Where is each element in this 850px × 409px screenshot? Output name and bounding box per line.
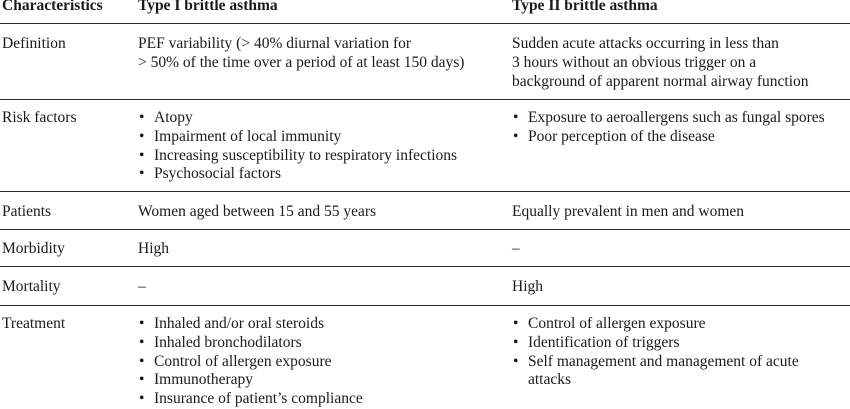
definition-type-1-text: PEF variability (> 40% diurnal variation for > 50% of the time over a period of at least 150 days) — [138, 35, 465, 71]
list-item: • Control of allergen exposure — [138, 353, 363, 372]
risk-factors-type-2-list — [512, 109, 825, 147]
list-item: • Increasing susceptibility to respiratory infections — [138, 147, 457, 166]
definition-type-1 — [138, 35, 464, 73]
list-item: • Exposure to aeroallergens such as fungal spores — [512, 109, 825, 128]
definition-type-2-text: Sudden acute attacks occurring in less than 3 hours without an obvious trigger on a background of apparent normal airway function — [512, 35, 809, 90]
row-label-morbidity: Morbidity — [2, 240, 65, 257]
list-item: • Inhaled bronchodilators — [138, 334, 363, 353]
patients-type-2: Equally prevalent in men and women — [512, 203, 745, 220]
list-item: • Psychosocial factors — [138, 165, 457, 184]
header-type-2: Type II brittle asthma — [512, 0, 658, 14]
treatment-type-1-list — [138, 315, 363, 409]
treatment-type-1 — [138, 315, 363, 409]
header-type-1: Type I brittle asthma — [138, 0, 278, 14]
header-characteristics: Characteristics — [2, 0, 103, 14]
row-label-definition: Definition — [2, 35, 66, 52]
row-rule — [0, 99, 850, 100]
risk-factors-type-1 — [138, 109, 457, 184]
row-rule — [0, 229, 850, 230]
morbidity-type-2: – — [512, 240, 520, 257]
row-rule — [0, 191, 850, 192]
treatment-type-2-list — [512, 315, 799, 390]
row-label-patients: Patients — [2, 203, 52, 220]
list-item: • Inhaled and/or oral steroids — [138, 315, 363, 334]
row-rule — [0, 266, 850, 267]
risk-factors-type-1-list — [138, 109, 457, 184]
list-item: • Poor perception of the disease — [512, 128, 825, 147]
mortality-type-2: High — [512, 278, 543, 295]
list-item: • Control of allergen exposure — [512, 315, 799, 334]
row-label-risk-factors: Risk factors — [2, 109, 77, 126]
morbidity-type-1: High — [138, 240, 169, 257]
list-item: • Impairment of local immunity — [138, 128, 457, 147]
row-label-mortality: Mortality — [2, 278, 61, 295]
list-item: • Immunotherapy — [138, 371, 363, 390]
row-rule — [0, 305, 850, 306]
row-label-treatment: Treatment — [2, 315, 66, 332]
patients-type-1: Women aged between 15 and 55 years — [138, 203, 377, 220]
treatment-type-2 — [512, 315, 799, 390]
header-rule — [0, 23, 850, 24]
list-item: • Identification of triggers — [512, 334, 799, 353]
mortality-type-1: – — [138, 278, 146, 295]
list-item: • Insurance of patient’s compliance — [138, 390, 363, 409]
list-item: • Self management and management of acute attacks — [512, 353, 799, 391]
definition-type-2 — [512, 35, 809, 91]
risk-factors-type-2 — [512, 109, 825, 147]
list-item: • Atopy — [138, 109, 457, 128]
